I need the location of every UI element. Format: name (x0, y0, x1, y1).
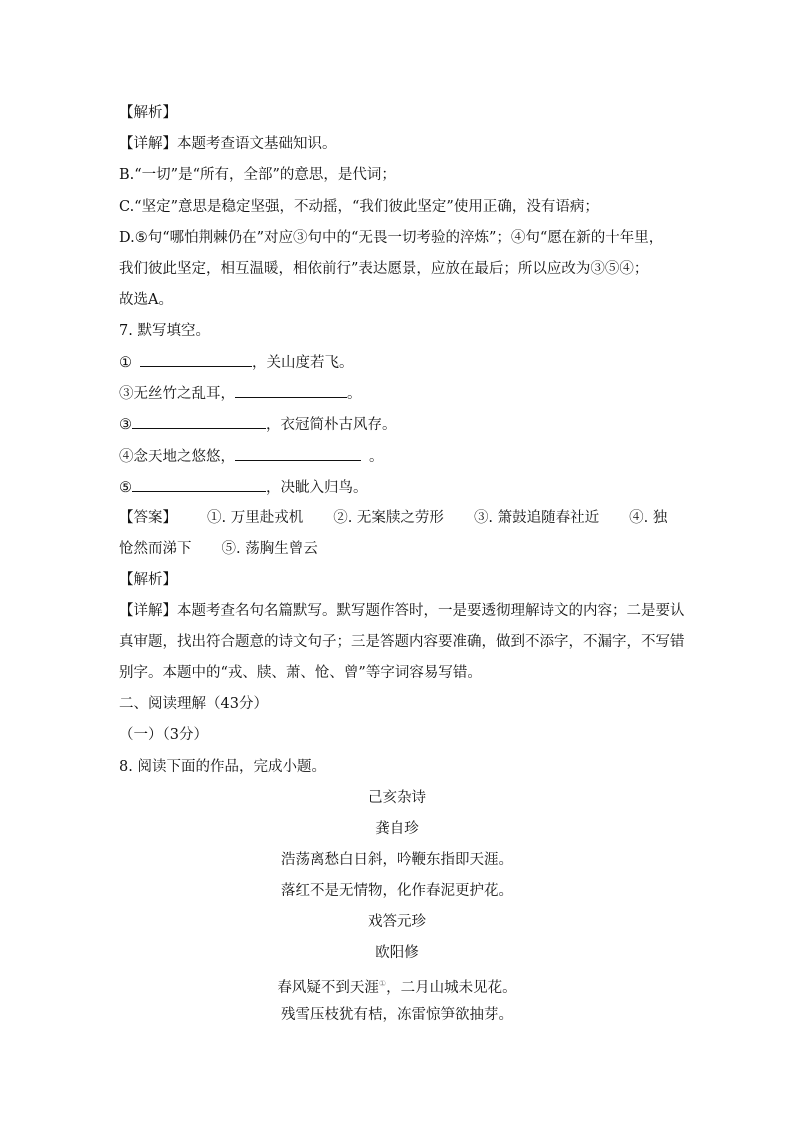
footnote-marker: ① (378, 979, 387, 988)
fill-blank-4-line[interactable] (235, 446, 361, 461)
fill-blank-1-prefix: ① (119, 355, 132, 371)
analysis-conclusion: 故选A。 (119, 292, 173, 308)
poem2-author: 欧阳修 (375, 945, 419, 961)
fill-blank-1-line[interactable] (140, 352, 252, 367)
poem1-author: 龚自珍 (375, 821, 419, 837)
fill-blank-5 (119, 477, 368, 498)
answer-3: ③. 箫鼓追随春社近 (473, 510, 600, 526)
question-7-title: 7. 默写填空。 (119, 323, 210, 339)
poem2-line-1-a: 春风疑不到天涯 (277, 979, 379, 996)
poem2-title: 戏答元珍 (368, 914, 426, 930)
fill-blank-3 (119, 414, 397, 435)
fill-blank-5-suffix: ，决眦入归鸟。 (266, 480, 368, 496)
fill-blank-1 (119, 352, 354, 373)
poem1-line-1: 浩荡离愁白日斜，吟鞭东指即天涯。 (281, 852, 513, 868)
analysis-item-d-cont: 我们彼此坚定，相互温暖，相依前行”表达愿景，应放在最后；所以应改为③⑤④； (119, 261, 649, 277)
analysis-heading: 【解析】 (119, 105, 177, 121)
answer-label: 【答案】 (119, 510, 177, 526)
section-title: 二、阅读理解（43分） (119, 696, 268, 712)
subsection-title: （一）（3分） (119, 727, 208, 743)
poem2-line-2: 残雪压枝犹有桔，冻雷惊笋欲抽芽。 (281, 1007, 513, 1023)
answer-line-cont (119, 539, 318, 559)
fill-blank-5-prefix: ⑤ (119, 480, 132, 496)
fill-blank-5-line[interactable] (132, 477, 266, 492)
answer-5: ⑤. 荡胸生曾云 (221, 541, 318, 557)
fill-blank-4-suffix: 。 (369, 449, 384, 465)
fill-blank-2-line[interactable] (235, 383, 347, 398)
poem2-line-1 (0, 974, 794, 998)
question-8-title: 8. 阅读下面的作品，完成小题。 (119, 759, 326, 775)
analysis-item-c: C.“坚定”意思是稳定坚强，不动摇，“我们彼此坚定”使用正确，没有语病； (119, 199, 599, 215)
fill-blank-3-suffix: ，衣冠简朴古风存。 (266, 417, 397, 433)
analysis-item-b: B.“一切”是“所有，全部”的意思，是代词； (119, 167, 396, 183)
poem1-title: 己亥杂诗 (368, 790, 426, 806)
analysis-detail: 【详解】本题考查语文基础知识。 (119, 136, 337, 152)
analysis2-line-2: 真审题，找出符合题意的诗文句子；三是答题内容要准确，做到不添字，不漏字，不写错 (119, 634, 685, 650)
fill-blank-2-suffix: 。 (347, 386, 362, 402)
answer-2: ②. 无案牍之劳形 (333, 510, 444, 526)
analysis-item-d: D.⑤句“哪怕荆棘仍在”对应③句中的“无畏一切考验的淬炼”；④句“愿在新的十年里， (119, 230, 664, 246)
analysis2-line-3: 别字。本题中的“戎、牍、萧、怆、曾”等字词容易写错。 (119, 665, 482, 681)
poem2-line-1-b: ，二月山城未见花。 (386, 979, 517, 996)
answer-4-cont: 怆然而涕下 (119, 541, 192, 557)
answer-line (119, 508, 667, 528)
analysis2-line-1: 【详解】本题考查名句名篇默写。默写题作答时，一是要透彻理解诗文的内容；二是要认 (119, 603, 685, 619)
fill-blank-3-line[interactable] (132, 414, 266, 429)
answer-1: ①. 万里赴戎机 (207, 510, 304, 526)
answer-4: ④. 独 (629, 510, 668, 526)
analysis2-heading: 【解析】 (119, 572, 177, 588)
fill-blank-1-suffix: ，关山度若飞。 (252, 355, 354, 371)
fill-blank-2 (119, 383, 362, 404)
fill-blank-2-prefix: ③无丝竹之乱耳， (119, 386, 235, 402)
fill-blank-3-prefix: ③ (119, 417, 132, 433)
fill-blank-4 (119, 446, 384, 467)
poem1-line-2: 落红不是无情物，化作春泥更护花。 (281, 883, 513, 899)
fill-blank-4-prefix: ④念天地之悠悠， (119, 449, 235, 465)
